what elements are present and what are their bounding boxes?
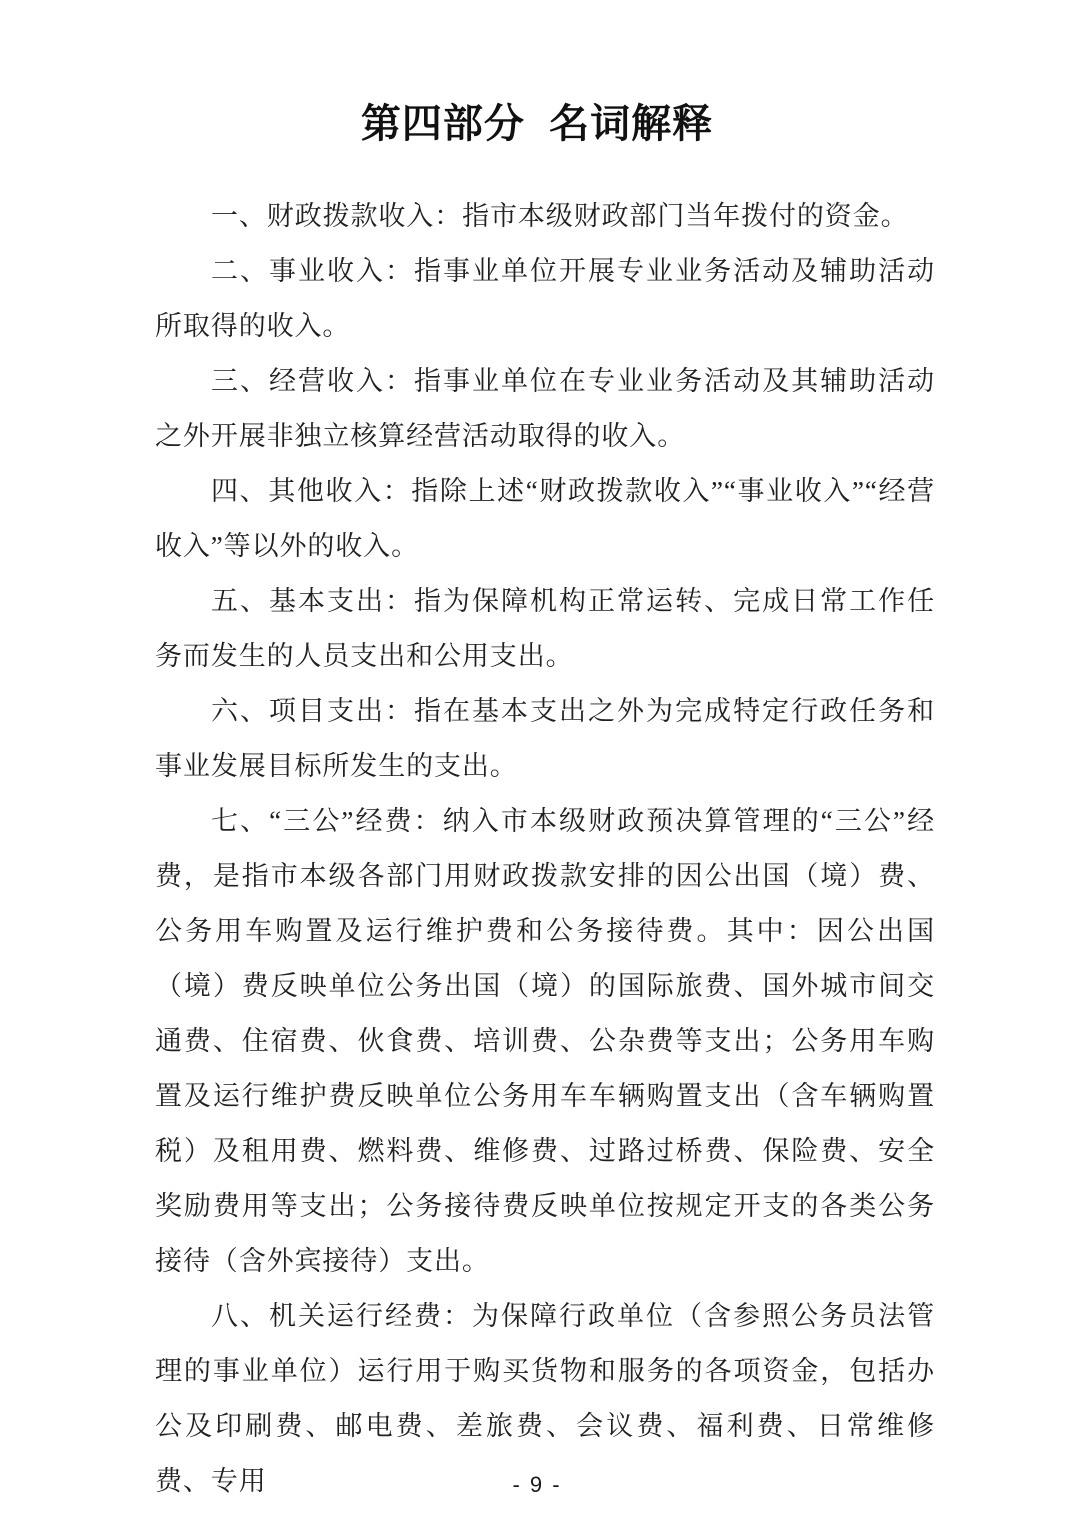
paragraph: 一、财政拨款收入：指市本级财政部门当年拨付的资金。 <box>211 201 909 231</box>
paragraph: 七、“三公”经费：纳入市本级财政预决算管理的“三公”经费，是指市本级各部门用财政拨款安排的因公出国（境）费、公务用车购置及运行维护费和公务接待费。其中：因公出国（境）费反映单位公务出国（境）的国际旅费、国外城市间交通费、住宿费、伙食费、培训费、公杂费等支出；公务用车购置及运行维护费反映单位公务用车车辆购置支出（含车辆购置税）及租用费、燃料费、维修费、过路过桥费、保险费、安全奖励费用等支出；公务接待费反映单位按规定开支的各类公务接待（含外宾接待）支出。 <box>155 806 935 1276</box>
page-title: 第四部分 名词解释 <box>360 102 714 146</box>
page-number: - 9 - <box>512 1472 562 1497</box>
paragraph: 三、经营收入：指事业单位在专业业务活动及其辅助活动之外开展非独立核算经营活动取得的收入。 <box>155 366 935 451</box>
paragraph: 六、项目支出：指在基本支出之外为完成特定行政任务和事业发展目标所发生的支出。 <box>155 696 935 781</box>
document-body <box>155 189 935 1509</box>
paragraph: 四、其他收入：指除上述“财政拨款收入”“事业收入”“经营收入”等以外的收入。 <box>155 476 935 561</box>
paragraph: 八、机关运行经费：为保障行政单位（含参照公务员法管理的事业单位）运行用于购买货物和服务的各项资金，包括办公及印刷费、邮电费、差旅费、会议费、福利费、日常维修费、专用 <box>155 1301 935 1496</box>
paragraph: 五、基本支出：指为保障机构正常运转、完成日常工作任务而发生的人员支出和公用支出。 <box>155 586 935 671</box>
paragraph: 二、事业收入：指事业单位开展专业业务活动及辅助活动所取得的收入。 <box>155 256 935 341</box>
